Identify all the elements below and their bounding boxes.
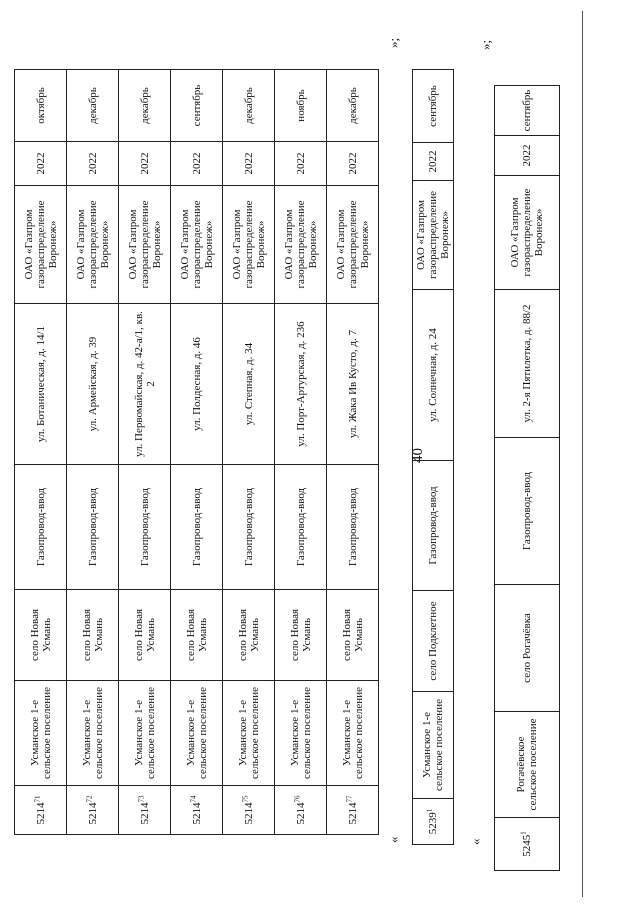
row-number-cell [15, 786, 67, 835]
object-cell: Газопровод-ввод [275, 465, 327, 590]
row-number-cell [275, 786, 327, 835]
row-number: 5214 [346, 802, 359, 825]
table-row [327, 70, 379, 835]
address-cell: ул. Жака Ив Кусто, д. 7 [327, 304, 379, 465]
settlement-cell: Усманское 1-е сельское поселение [327, 681, 379, 786]
page-number: 40 [410, 448, 426, 463]
row-number: 5214 [138, 802, 151, 825]
locality-cell: село Новая Усмань [119, 590, 171, 681]
year-cell: 2022 [275, 142, 327, 186]
object-cell: Газопровод-ввод [67, 465, 119, 590]
locality-cell: село Новая Усмань [15, 590, 67, 681]
object-cell: Газопровод-ввод [15, 465, 67, 590]
row-number-superscript: 71 [32, 795, 41, 803]
row-number-superscript: 76 [292, 795, 301, 803]
organization-cell: ОАО «Газпром газораспределение Воронеж» [495, 176, 560, 290]
month-cell: декабрь [67, 70, 119, 142]
month-cell: сентябрь [413, 70, 454, 143]
locality-cell: село Рогачёвка [495, 585, 560, 712]
table-row [413, 70, 454, 845]
object-cell: Газопровод-ввод [119, 465, 171, 590]
row-number-cell [327, 786, 379, 835]
locality-cell: село Новая Усмань [67, 590, 119, 681]
locality-cell: село Новая Усмань [171, 590, 223, 681]
settlement-cell: Усманское 1-е сельское поселение [15, 681, 67, 786]
settlement-cell: Усманское 1-е сельское поселение [171, 681, 223, 786]
row-number: 5214 [294, 802, 307, 825]
row-number-superscript: 77 [344, 795, 353, 803]
address-cell: ул. Полдесная, д. 46 [171, 304, 223, 465]
open-quote: « [386, 836, 401, 843]
page-bottom-rule [582, 11, 583, 897]
locality-cell: село Новая Усмань [327, 590, 379, 681]
register-table-2 [412, 69, 454, 845]
month-cell: октябрь [15, 70, 67, 142]
locality-cell: село Новая Усмань [275, 590, 327, 681]
row-number-superscript: 1 [519, 831, 528, 835]
year-cell: 2022 [495, 136, 560, 176]
row-number-cell [119, 786, 171, 835]
row-number-cell [67, 786, 119, 835]
settlement-cell: Усманское 1-е сельское поселение [223, 681, 275, 786]
row-number: 5214 [34, 802, 47, 825]
settlement-cell: Усманское 1-е сельское поселение [67, 681, 119, 786]
table-row [495, 86, 560, 871]
row-number-superscript: 72 [84, 795, 93, 803]
month-cell: декабрь [327, 70, 379, 142]
address-cell: ул. Первомайская, д. 42-а/1, кв. 2 [119, 304, 171, 465]
settlement-cell: Усманское 1-е сельское поселение [119, 681, 171, 786]
close-quote: »; [478, 39, 493, 50]
row-number: 5214 [190, 802, 203, 825]
locality-cell: село Новая Усмань [223, 590, 275, 681]
year-cell: 2022 [171, 142, 223, 186]
table-row [223, 70, 275, 835]
month-cell: ноябрь [275, 70, 327, 142]
register-table-1 [14, 69, 379, 835]
row-number: 5214 [86, 802, 99, 825]
address-cell: ул. 2-я Пятилетка, д. 88/2 [495, 290, 560, 438]
settlement-cell: Рогачёвское сельское поселение [495, 712, 560, 818]
row-number-superscript: 75 [240, 795, 249, 803]
address-cell: ул. Ботаническая, д. 14/1 [15, 304, 67, 465]
year-cell: 2022 [15, 142, 67, 186]
address-cell: ул. Степная, д. 34 [223, 304, 275, 465]
locality-cell: село Подклетное [413, 591, 454, 692]
table-row [171, 70, 223, 835]
organization-cell: ОАО «Газпром газораспределение Воронеж» [119, 186, 171, 304]
object-cell: Газопровод-ввод [495, 438, 560, 585]
object-cell: Газопровод-ввод [327, 465, 379, 590]
organization-cell: ОАО «Газпром газораспределение Воронеж» [275, 186, 327, 304]
object-cell: Газопровод-ввод [413, 461, 454, 591]
row-number: 5239 [427, 812, 439, 835]
organization-cell: ОАО «Газпром газораспределение Воронеж» [15, 186, 67, 304]
row-number: 5214 [242, 802, 255, 825]
row-number-cell [171, 786, 223, 835]
row-number-cell [223, 786, 275, 835]
settlement-cell: Усманское 1-е сельское поселение [413, 692, 454, 799]
month-cell: декабрь [223, 70, 275, 142]
organization-cell: ОАО «Газпром газораспределение Воронеж» [413, 181, 454, 290]
year-cell: 2022 [327, 142, 379, 186]
month-cell: сентябрь [171, 70, 223, 142]
organization-cell: ОАО «Газпром газораспределение Воронеж» [223, 186, 275, 304]
table-row [119, 70, 171, 835]
table-row [15, 70, 67, 835]
address-cell: ул. Армейская, д. 39 [67, 304, 119, 465]
register-table-3 [494, 85, 560, 871]
organization-cell: ОАО «Газпром газораспределение Воронеж» [171, 186, 223, 304]
row-number-cell [495, 818, 560, 871]
address-cell: ул. Порт-Артурская, д. 236 [275, 304, 327, 465]
settlement-cell: Усманское 1-е сельское поселение [275, 681, 327, 786]
object-cell: Газопровод-ввод [171, 465, 223, 590]
table-row [67, 70, 119, 835]
month-cell: декабрь [119, 70, 171, 142]
row-number-cell [413, 799, 454, 845]
close-quote: »; [386, 37, 401, 48]
row-number-superscript: 1 [425, 808, 434, 813]
year-cell: 2022 [67, 142, 119, 186]
organization-cell: ОАО «Газпром газораспределение Воронеж» [67, 186, 119, 304]
row-number-superscript: 73 [136, 795, 145, 803]
year-cell: 2022 [413, 143, 454, 181]
year-cell: 2022 [119, 142, 171, 186]
address-cell: ул. Солнечная, д. 24 [413, 290, 454, 461]
row-number: 5245 [521, 834, 533, 857]
organization-cell: ОАО «Газпром газораспределение Воронеж» [327, 186, 379, 304]
month-cell: сентябрь [495, 86, 560, 136]
table-row [275, 70, 327, 835]
object-cell: Газопровод-ввод [223, 465, 275, 590]
year-cell: 2022 [223, 142, 275, 186]
row-number-superscript: 74 [188, 795, 197, 803]
open-quote: « [468, 838, 483, 845]
